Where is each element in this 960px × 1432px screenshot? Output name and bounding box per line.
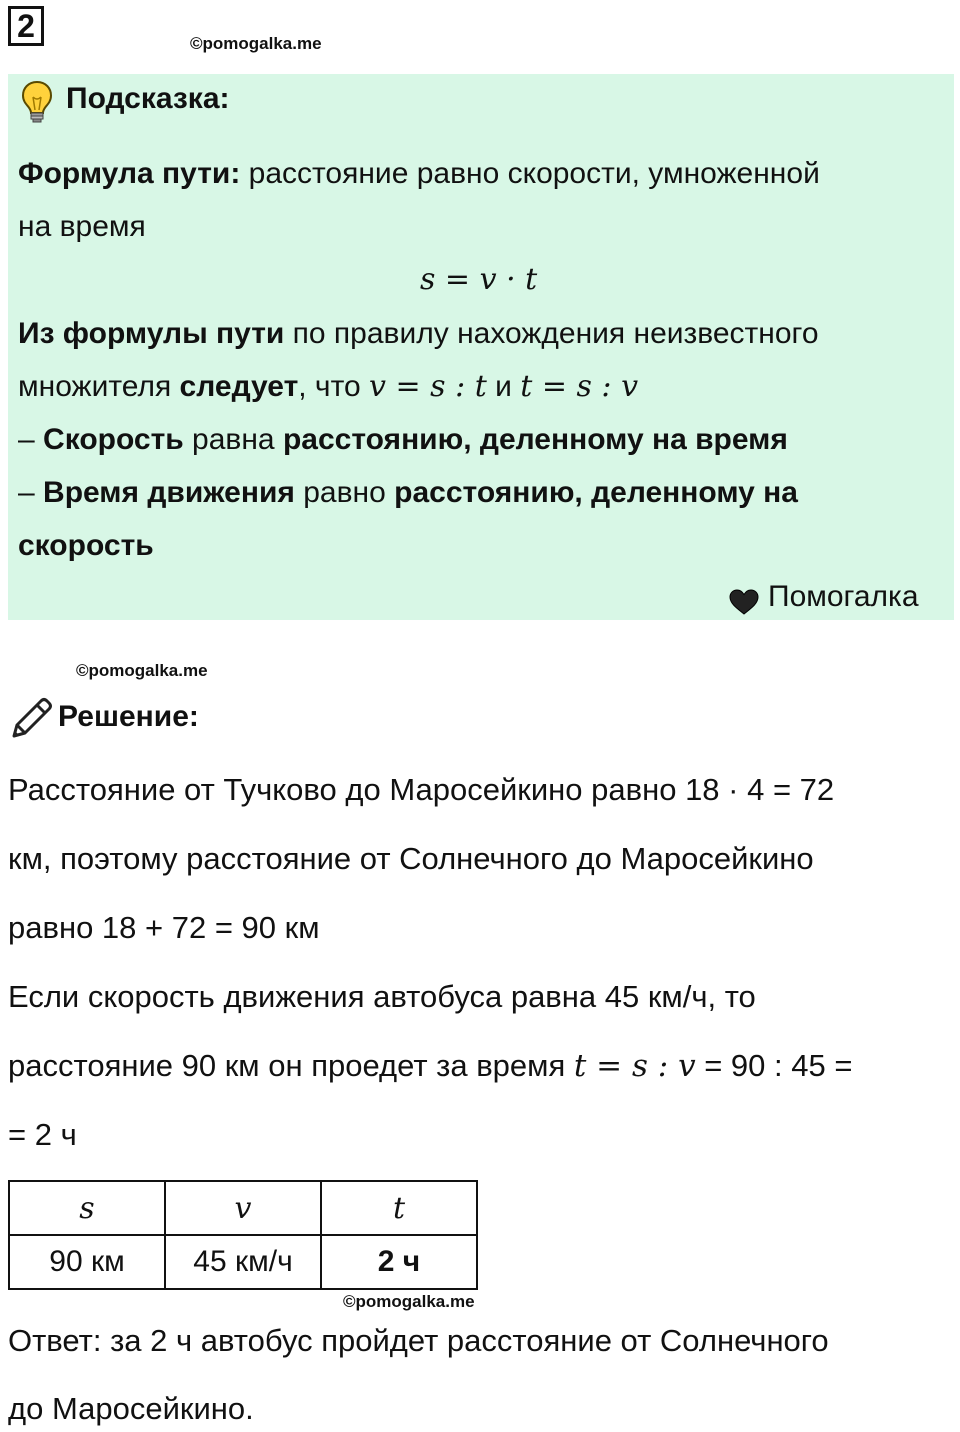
watermark-middle: ©pomogalka.me (76, 661, 208, 680)
hint-title: Подсказка: (66, 82, 230, 115)
from-label: Из формулы пути (18, 317, 285, 350)
watermark-top: ©pomogalka.me (190, 34, 322, 53)
watermark-bottom: ©pomogalka.me (343, 1292, 475, 1311)
answer-line-1: Ответ: за 2 ч автобус пройдет расстояние от Солнечного (8, 1323, 829, 1358)
and-text: и (486, 370, 521, 403)
solution-line-5-a: расстояние 90 км он проедет за время (8, 1048, 574, 1083)
time-rest-2: скорость (18, 529, 154, 562)
brand-label: Помогалка (768, 580, 919, 613)
speed-mid: равна (183, 423, 283, 456)
task-number: 2 (8, 6, 44, 46)
solution-line-5 (8, 1046, 852, 1086)
answer-line-2: до Маросейкино. (8, 1391, 254, 1426)
follows-text: , что (298, 370, 369, 403)
hint-speed-line (18, 420, 788, 460)
mult-text: множителя (18, 370, 180, 403)
pencil-icon (8, 696, 54, 742)
table-cell-time: 2 ч (321, 1235, 477, 1289)
hint-time-line-2 (18, 526, 154, 566)
heart-icon (728, 588, 760, 616)
speed-rest: расстоянию, деленному на время (282, 423, 788, 456)
formula-label: Формула пути: (18, 157, 241, 190)
speed-label: Скорость (43, 423, 184, 456)
formula-text-2: на время (18, 210, 146, 243)
from-text: по правилу нахождения неизвестного (284, 317, 819, 350)
solution-line-2: км, поэтому расстояние от Солнечного до Маросейкино (8, 841, 814, 876)
hint-follows-line (18, 367, 638, 407)
time-rest: расстоянию, деленному на (394, 476, 798, 509)
solution-title: Решение: (58, 700, 199, 733)
speed-dash: – (18, 423, 44, 456)
table-header-cell: v (165, 1181, 321, 1235)
hint-from-line (18, 314, 819, 354)
solution-formula: t = s : v (573, 1048, 696, 1084)
time-dash: – (18, 476, 44, 509)
hint-time-line (18, 473, 798, 513)
table-cell-distance: 90 км (9, 1235, 165, 1289)
solution-line-3: равно 18 + 72 = 90 км (8, 910, 320, 945)
formula-text-1: расстояние равно скорости, умноженной (240, 157, 820, 190)
time-label: Время движения (43, 476, 295, 509)
lightbulb-icon (20, 80, 54, 124)
solution-line-1: Расстояние от Тучково до Маросейкино равно 18 · 4 = 72 (8, 772, 835, 807)
solution-line-5-b: = 90 : 45 = (695, 1048, 853, 1083)
table-header-cell: t (321, 1181, 477, 1235)
formula-t: t = s : v (520, 369, 639, 404)
values-table (8, 1180, 478, 1290)
follows-label: следует (179, 370, 299, 403)
hint-formula-line (18, 154, 820, 194)
path-formula: s = v · t (420, 262, 538, 297)
table-header-row (9, 1181, 477, 1235)
solution-line-6: = 2 ч (8, 1117, 77, 1152)
table-cell-speed: 45 км/ч (165, 1235, 321, 1289)
solution-line-4: Если скорость движения автобуса равна 45 км/ч, то (8, 979, 756, 1014)
table-header-cell: s (9, 1181, 165, 1235)
table-row (9, 1235, 477, 1289)
formula-v: v = s : t (369, 369, 487, 404)
time-mid: равно (294, 476, 395, 509)
